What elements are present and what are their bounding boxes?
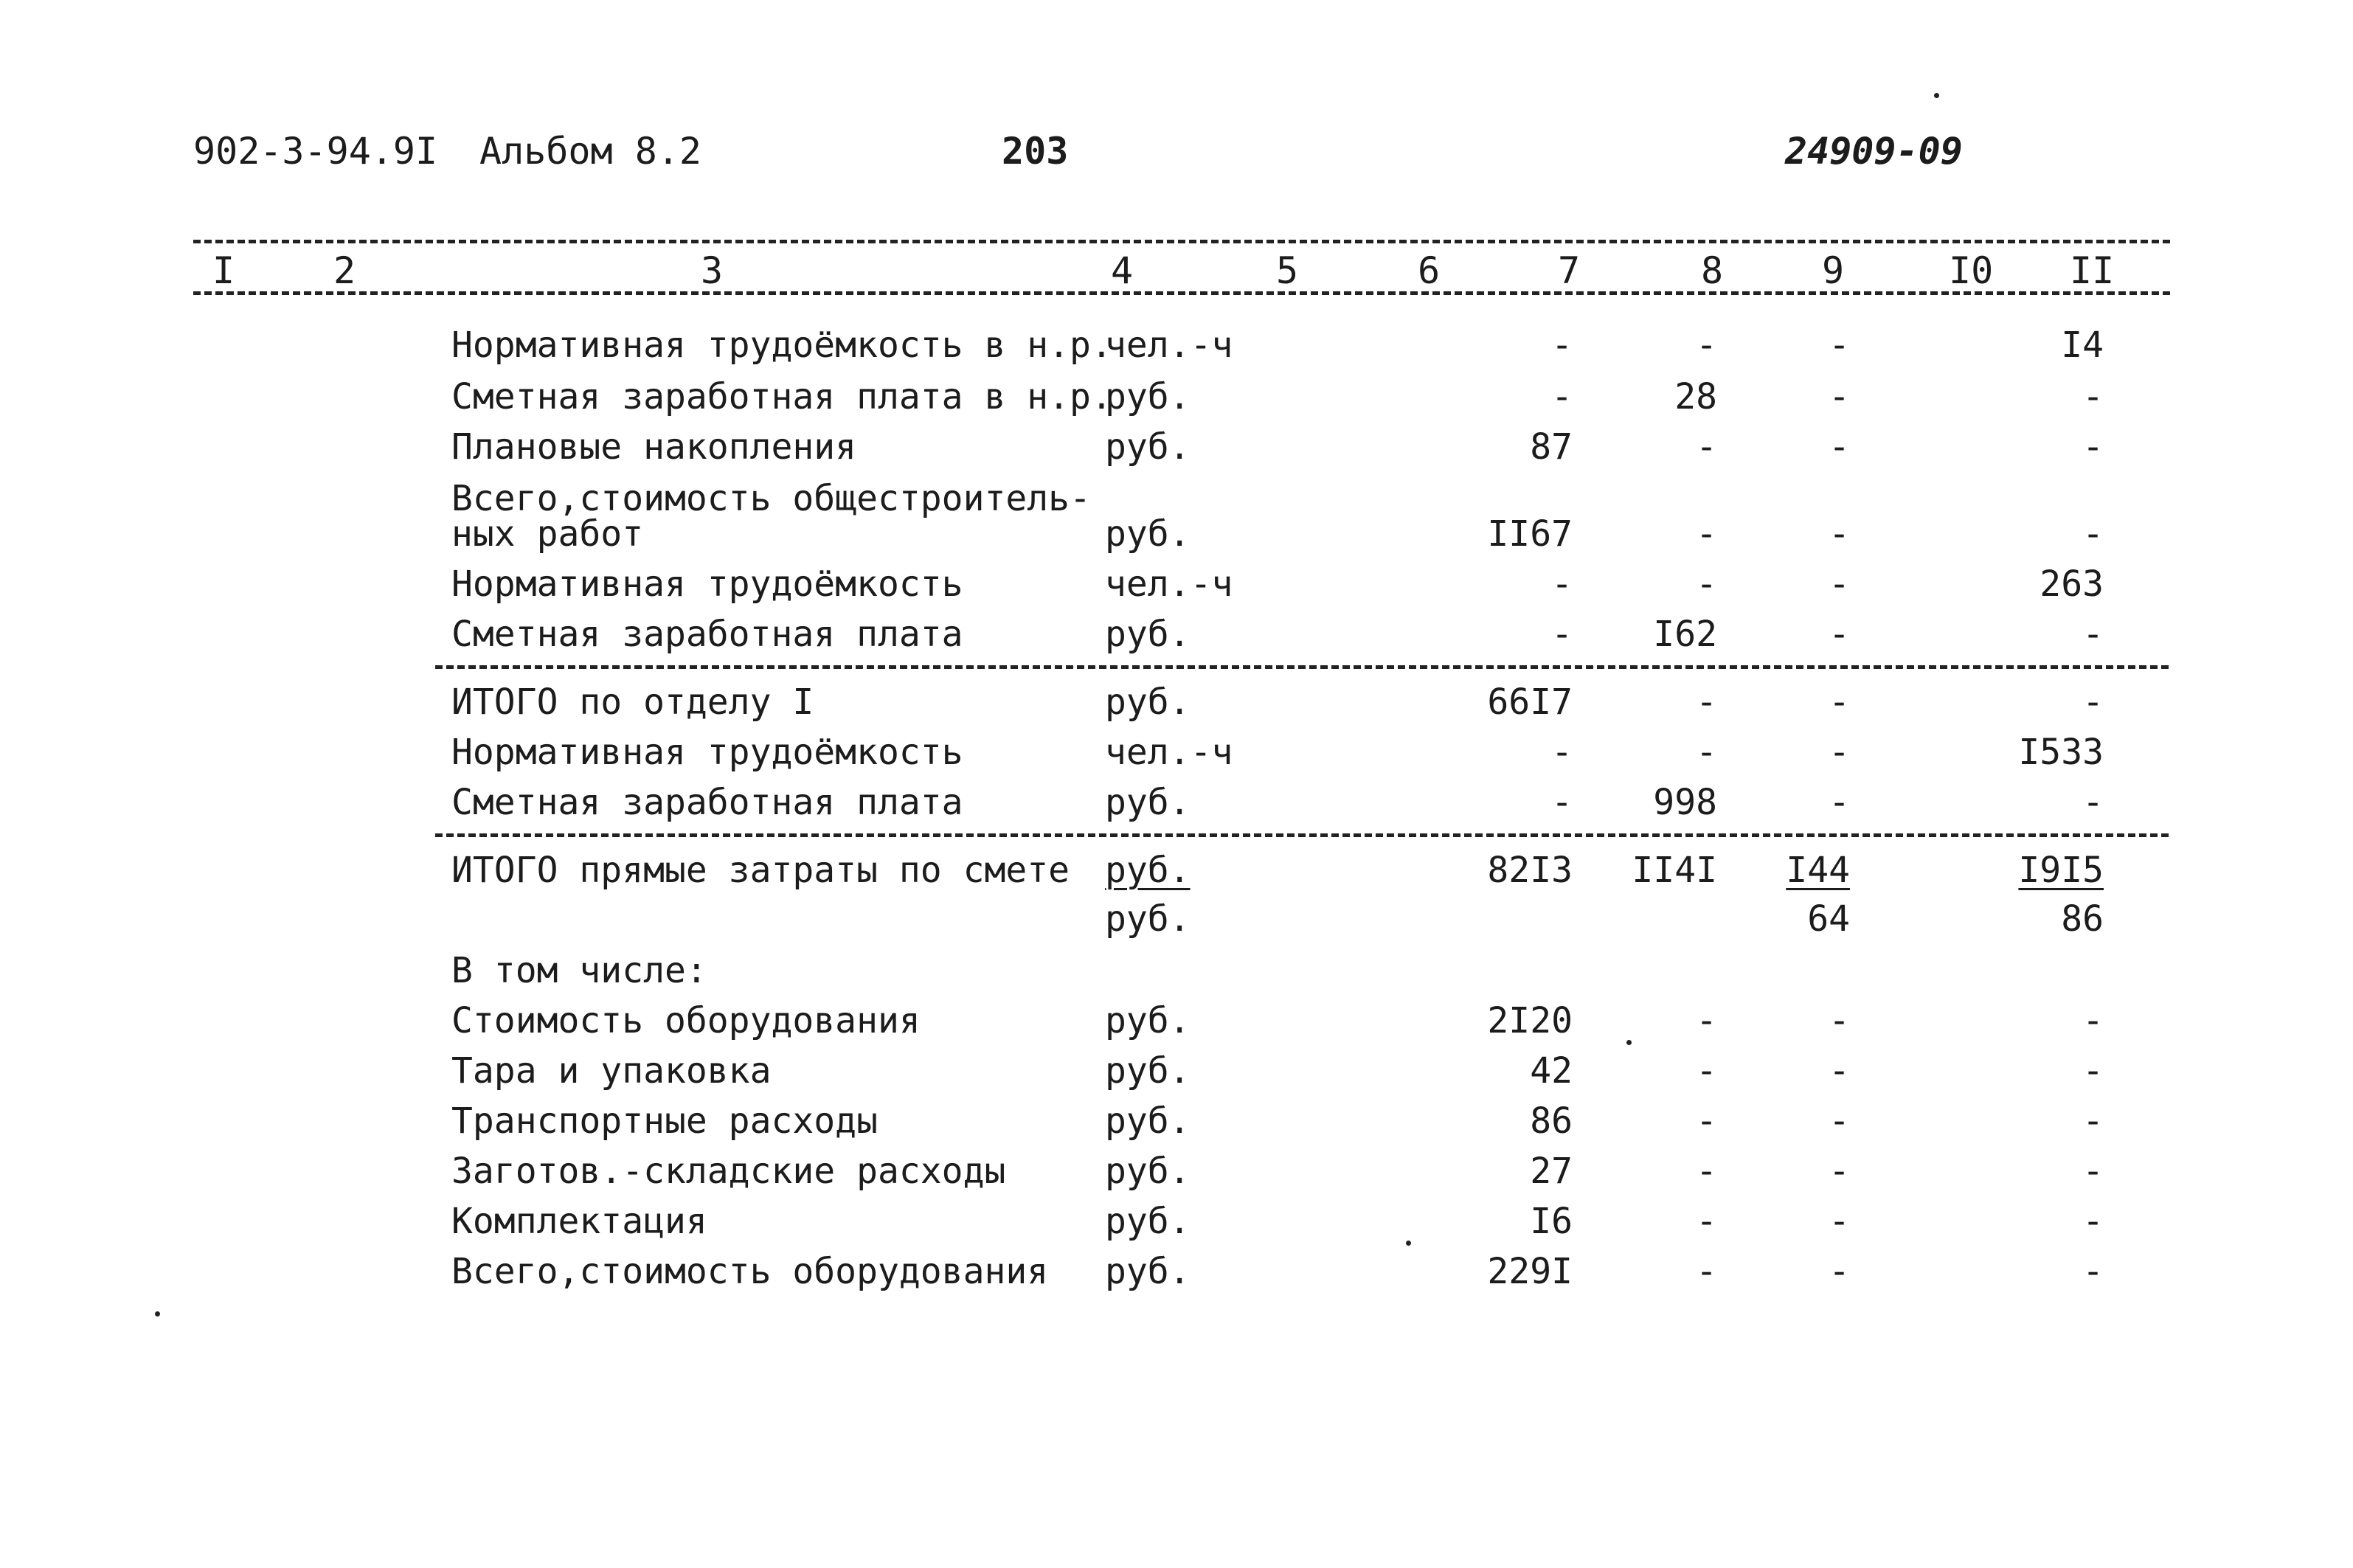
cell-col9: - — [1829, 376, 1850, 417]
row-unit: руб. — [1105, 850, 1191, 891]
cell-col7: 2I20 — [1487, 1000, 1573, 1041]
cell-col7: 66I7 — [1487, 681, 1573, 723]
column-number: 5 — [1276, 249, 1299, 292]
row-unit: руб. — [1105, 1100, 1191, 1142]
cell-col11: I4 — [2061, 325, 2104, 366]
cell-col9: - — [1829, 782, 1850, 823]
cell-col9: - — [1829, 1050, 1850, 1092]
cell-col7: 42 — [1530, 1050, 1573, 1092]
row-label: Заготов.-складские расходы — [451, 1151, 1006, 1192]
column-number: 3 — [701, 249, 724, 292]
column-number: 6 — [1418, 249, 1441, 292]
row-label: Нормативная трудоёмкость — [451, 732, 963, 773]
cell-col8: - — [1696, 513, 1717, 555]
row-unit: руб. — [1105, 376, 1191, 417]
cell-col7: 86 — [1530, 1100, 1573, 1142]
row-unit: руб. — [1105, 1251, 1191, 1292]
column-number: 7 — [1558, 249, 1581, 292]
column-number: 9 — [1822, 249, 1845, 292]
cell-col8: I62 — [1653, 614, 1717, 655]
cell-col11: 86 — [2061, 898, 2104, 940]
row-label: Нормативная трудоёмкость — [451, 563, 963, 605]
cell-col9: - — [1829, 1251, 1850, 1292]
row-unit: чел.-ч — [1105, 563, 1233, 605]
cell-col7: 87 — [1530, 426, 1573, 468]
column-number: 2 — [333, 249, 356, 292]
row-unit: руб. — [1105, 1151, 1191, 1192]
cell-col11: I9I5 — [2018, 850, 2104, 891]
cell-col7: I6 — [1530, 1201, 1573, 1242]
cell-col8: - — [1696, 1201, 1717, 1242]
row-label: Нормативная трудоёмкость в н.р. — [451, 325, 1112, 366]
row-label: Тара и упаковка — [451, 1050, 772, 1092]
album-label: Альбом 8.2 — [479, 130, 702, 173]
cell-col11: I533 — [2018, 732, 2104, 773]
cell-col9: - — [1829, 325, 1850, 366]
cell-col7: - — [1551, 614, 1573, 655]
cell-col7: 82I3 — [1487, 850, 1573, 891]
cell-col8: - — [1696, 563, 1717, 605]
cell-col8: - — [1696, 1050, 1717, 1092]
cell-col11: - — [2082, 782, 2104, 823]
row-unit: руб. — [1105, 1201, 1191, 1242]
scan-speck — [1934, 93, 1939, 98]
row-label: Комплектация — [451, 1201, 707, 1242]
cell-col8: - — [1696, 325, 1717, 366]
cell-col11: 263 — [2040, 563, 2104, 605]
cell-col9: - — [1829, 426, 1850, 468]
cell-col7: - — [1551, 782, 1573, 823]
cell-col9: - — [1829, 732, 1850, 773]
cell-col9: - — [1829, 614, 1850, 655]
inventory-number: 24909-09 — [1785, 130, 1963, 173]
row-unit: руб. — [1105, 898, 1191, 940]
cell-col7: 27 — [1530, 1151, 1573, 1192]
scan-speck — [1406, 1241, 1411, 1246]
row-label: Сметная заработная плата в н.р. — [451, 376, 1112, 417]
column-number: I0 — [1949, 249, 1994, 292]
row-label-continuation: ных работ — [451, 513, 644, 555]
row-unit: руб. — [1105, 1050, 1191, 1092]
cell-col8: - — [1696, 1151, 1717, 1192]
cell-col11: - — [2082, 376, 2104, 417]
row-label: Сметная заработная плата — [451, 614, 963, 655]
cell-col11: - — [2082, 1251, 2104, 1292]
cell-col9: - — [1829, 563, 1850, 605]
row-unit: руб. — [1105, 782, 1191, 823]
row-unit: руб. — [1105, 426, 1191, 468]
header-top-rule — [193, 240, 2170, 243]
column-number: 4 — [1111, 249, 1134, 292]
cell-col9: - — [1829, 1000, 1850, 1041]
cell-col11: - — [2082, 513, 2104, 555]
scan-speck — [155, 1311, 160, 1317]
cell-col8: II4I — [1632, 850, 1717, 891]
cell-col7: - — [1551, 325, 1573, 366]
cell-col8: 998 — [1653, 782, 1717, 823]
row-label: Всего,стоимость оборудования — [451, 1251, 1049, 1292]
cell-col8: - — [1696, 1251, 1717, 1292]
cell-col8: - — [1696, 1000, 1717, 1041]
row-label: Плановые накопления — [451, 426, 857, 468]
row-label: ИТОГО по отделу I — [451, 681, 814, 723]
header-bottom-rule — [193, 291, 2170, 295]
cell-col11: - — [2082, 1050, 2104, 1092]
cell-col9: - — [1829, 1151, 1850, 1192]
row-unit: руб. — [1105, 513, 1191, 555]
cell-col8: - — [1696, 1100, 1717, 1142]
cell-col9: I44 — [1786, 850, 1850, 891]
cell-col9: - — [1829, 1100, 1850, 1142]
page-number: 203 — [1002, 130, 1069, 173]
row-unit: чел.-ч — [1105, 732, 1233, 773]
row-label: В том числе: — [451, 950, 707, 991]
row-label: Стоимость оборудования — [451, 1000, 921, 1041]
section-rule — [435, 665, 2169, 669]
cell-col9: 64 — [1807, 898, 1850, 940]
cell-col8: 28 — [1674, 376, 1717, 417]
cell-col7: II67 — [1487, 513, 1573, 555]
cell-col11: - — [2082, 1201, 2104, 1242]
row-label: ИТОГО прямые затраты по смете — [451, 850, 1070, 891]
cell-col11: - — [2082, 1151, 2104, 1192]
cell-col8: - — [1696, 681, 1717, 723]
cell-col7: - — [1551, 563, 1573, 605]
cell-col9: - — [1829, 681, 1850, 723]
cell-col11: - — [2082, 614, 2104, 655]
row-unit: руб. — [1105, 614, 1191, 655]
cell-col11: - — [2082, 681, 2104, 723]
cell-col9: - — [1829, 1201, 1850, 1242]
scan-speck — [1626, 1040, 1632, 1045]
cell-col8: - — [1696, 732, 1717, 773]
cell-col7: - — [1551, 376, 1573, 417]
column-number: I — [212, 249, 235, 292]
column-number: II — [2070, 249, 2115, 292]
cell-col8: - — [1696, 426, 1717, 468]
row-label: Всего,стоимость общестроитель- — [451, 478, 1091, 519]
row-label: Сметная заработная плата — [451, 782, 963, 823]
cell-col9: - — [1829, 513, 1850, 555]
cell-col7: - — [1551, 732, 1573, 773]
row-unit: руб. — [1105, 1000, 1191, 1041]
row-unit: чел.-ч — [1105, 325, 1233, 366]
section-rule — [435, 833, 2169, 837]
row-unit: руб. — [1105, 681, 1191, 723]
cell-col11: - — [2082, 1100, 2104, 1142]
document-code: 902-3-94.9I — [193, 130, 438, 173]
row-label: Транспортные расходы — [451, 1100, 878, 1142]
cell-col7: 229I — [1487, 1251, 1573, 1292]
column-number: 8 — [1701, 249, 1724, 292]
cell-col11: - — [2082, 1000, 2104, 1041]
cell-col11: - — [2082, 426, 2104, 468]
